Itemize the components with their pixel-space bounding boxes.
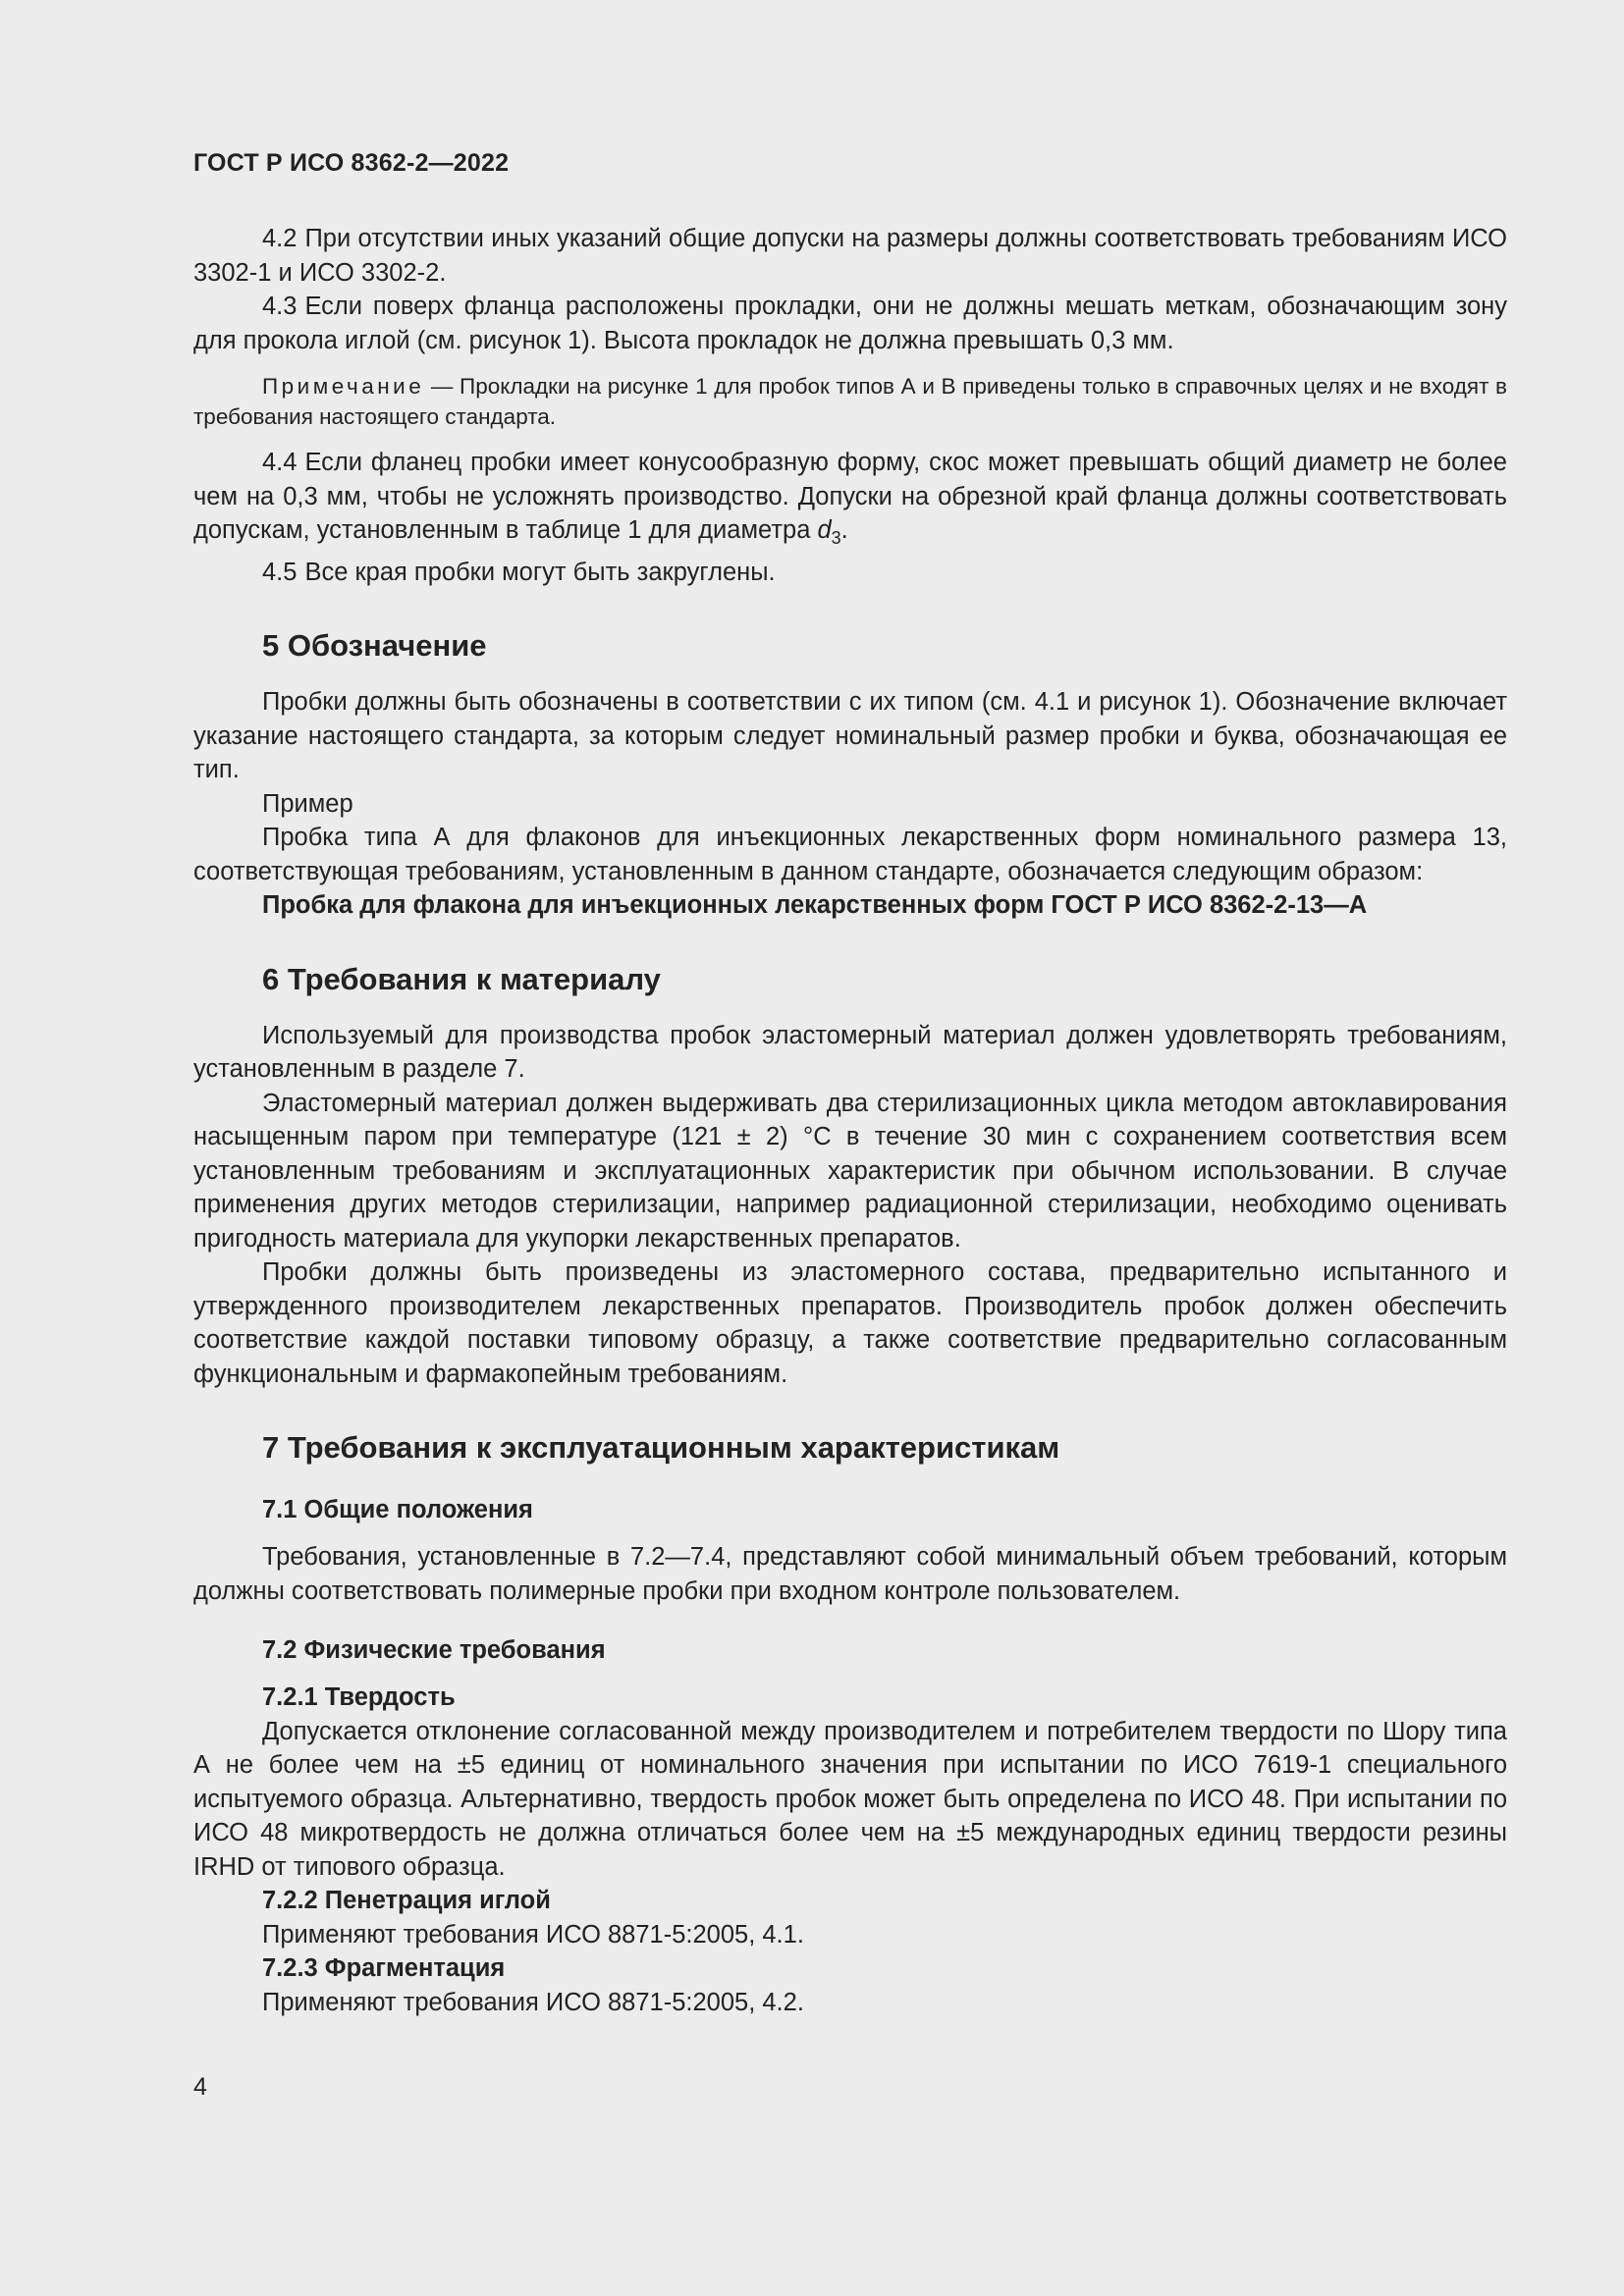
section-6-paragraph-3: Пробки должны быть произведены из эластомерного состава, предварительно испытанного и утвержденного производителем лекарственных препаратов. Производитель пробок должен обеспечить соответствие каждой поставки типовому образцу, а также соответствие предварительно согласованным функциональным и фармакопейным требованиям. xyxy=(193,1258,1507,1388)
clause-number: 4.3 xyxy=(262,293,298,320)
section-6-paragraph-1: Используемый для производства пробок эластомерный материал должен удовлетворять требованиям, установленным в разделе 7. xyxy=(193,1021,1507,1083)
diameter-subscript: 3 xyxy=(831,528,841,548)
clause-number: 4.2 xyxy=(262,225,298,252)
note xyxy=(193,371,1507,432)
clause-7-2-2-heading: 7.2.2 Пенетрация иглой xyxy=(262,1887,551,1914)
section-6-paragraph-2: Эластомерный материал должен выдерживать два стерилизационных цикла методом автоклавирования насыщенным паром при температуре (121 ± 2) °С в течение 30 мин с сохранением соответствия всем установленным требованиям и эксплуатационных характеристик при обычном использовании. В случае применения других методов стерилизации, например радиационной стерилизации, необходимо оценивать пригодность материала для укупорки лекарственных препаратов. xyxy=(193,1089,1507,1253)
page-content xyxy=(193,222,1507,2019)
clause-text: Если поверх фланца расположены прокладки, они не должны мешать меткам, обозначающим зону для прокола иглой (см. рисунок 1). Высота прокладок не должна превышать 0,3 мм. xyxy=(193,293,1507,354)
clause-7-2-2-paragraph: Применяют требования ИСО 8871-5:2005, 4.1. xyxy=(262,1920,804,1949)
clause-4-3 xyxy=(193,290,1507,357)
section-7-heading: 7 Требования к эксплуатационным характеристикам xyxy=(262,1430,1060,1465)
clause-7-2-1-paragraph: Допускается отклонение согласованной между производителем и потребителем твердости по Шору типа А не более чем на ±5 единиц от номинального значения при испытании по ИСО 7619-1 специального испытуемого образца. Альтернативно, твердость пробок может быть определена по ИСО 48. При испытании по ИСО 48 микротвердость не должна отличаться более чем на ±5 международных единиц твердости резины IRHD от типового образца. xyxy=(193,1717,1507,1881)
example-label: Пример xyxy=(262,789,353,818)
document-code-header: ГОСТ Р ИСО 8362-2—2022 xyxy=(193,149,510,177)
subsection-7-1-heading: 7.1 Общие положения xyxy=(262,1496,533,1523)
page-number: 4 xyxy=(193,2073,207,2101)
clause-4-4 xyxy=(193,446,1507,556)
clause-text: Если фланец пробки имеет конусообразную форму, скос может превышать общий диаметр не более чем на 0,3 мм, чтобы не усложнять производство. Допуски на обрезной край фланца должны соответствовать допускам, установленным в таблице 1 для диаметра xyxy=(193,449,1507,544)
clause-7-2-3-heading: 7.2.3 Фрагментация xyxy=(262,1954,506,1982)
example-text: Пробка типа А для флаконов для инъекционных лекарственных форм номинального размера 13, соответствующая требованиям, установленным в данном стандарте, обозначается следующим образом: xyxy=(193,824,1507,885)
note-text: — Прокладки на рисунке 1 для пробок типов А и В приведены только в справочных целях и не входят в требования настоящего стандарта. xyxy=(193,374,1507,429)
clause-7-2-1-heading: 7.2.1 Твердость xyxy=(262,1683,456,1711)
clause-7-2-3-paragraph: Применяют требования ИСО 8871-5:2005, 4.2. xyxy=(262,1988,804,2016)
section-5-heading: 5 Обозначение xyxy=(262,628,487,663)
section-6-heading: 6 Требования к материалу xyxy=(262,961,661,996)
clause-4-2 xyxy=(193,222,1507,290)
subsection-7-1-paragraph: Требования, установленные в 7.2—7.4, представляют собой минимальный объем требований, которым должны соответствовать полимерные пробки при входном контроле пользователем. xyxy=(193,1543,1507,1605)
section-5-paragraph: Пробки должны быть обозначены в соответствии с их типом (см. 4.1 и рисунок 1). Обозначение включает указание настоящего стандарта, за которым следует номинальный размер пробки и буква, обозначающая ее тип. xyxy=(193,688,1507,783)
clause-number: 4.5 xyxy=(262,558,298,586)
subsection-7-2-heading: 7.2 Физические требования xyxy=(262,1636,606,1664)
clause-4-5 xyxy=(193,556,1507,590)
clause-text: Все края пробки могут быть закруглены. xyxy=(304,558,776,586)
diameter-variable: d xyxy=(817,516,832,544)
clause-text: При отсутствии иных указаний общие допуски на размеры должны соответствовать требованиям ИСО 3302-1 и ИСО 3302-2. xyxy=(193,225,1507,287)
designation-example: Пробка для флакона для инъекционных лекарственных форм ГОСТ Р ИСО 8362-2-13—А xyxy=(262,891,1368,919)
note-label: Примечание xyxy=(262,374,425,399)
clause-end: . xyxy=(840,516,848,544)
clause-number: 4.4 xyxy=(262,449,298,476)
